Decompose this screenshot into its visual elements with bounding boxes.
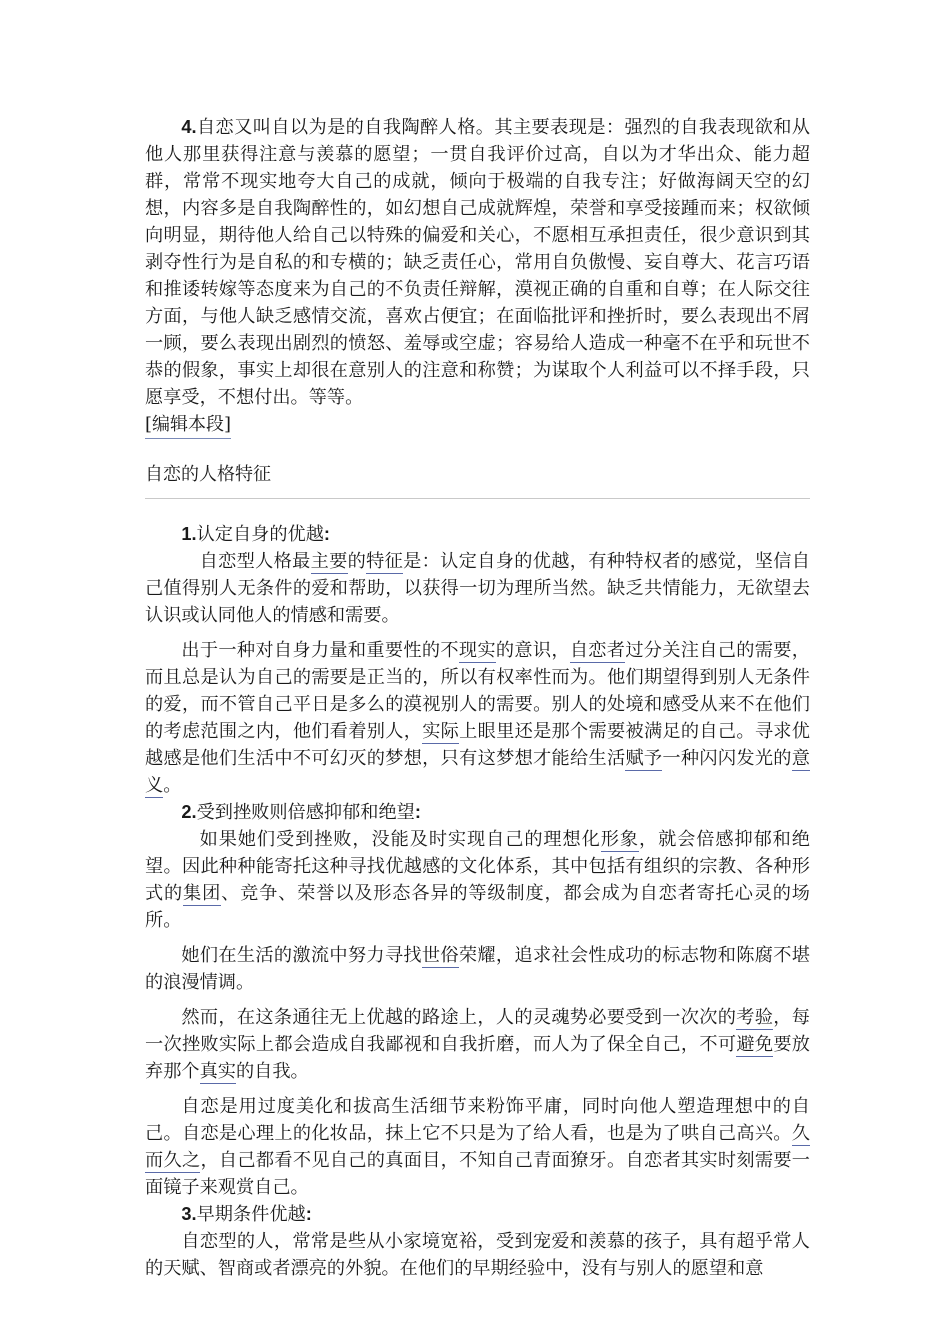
paragraph: [145, 548, 810, 629]
text-run: 的: [347, 551, 367, 572]
text-run: 如果她们受到挫败，没能及时实现自己的理想化: [199, 829, 601, 850]
subheading-colon: :: [323, 524, 330, 544]
document-page: [145, 114, 810, 1282]
text-run: 然而，在这条通往无上优越的路途上，人的灵魂势必要受到一次次的: [181, 1007, 737, 1028]
keyword-link[interactable]: 实际: [422, 721, 460, 742]
text-run: 出于一种对自身力量和重要性的不: [181, 640, 459, 661]
keyword-link[interactable]: 现实: [458, 640, 496, 661]
paragraph: [145, 942, 810, 996]
paragraph-narcissism-definition: [145, 114, 810, 411]
section-title: 自恋的人格特征: [145, 461, 810, 499]
text-run: 是：认定自身的优越，有种特权者的感觉，坚信自己值得别人无条件的爱和帮助，以获得一切为理所当然。缺乏共情能力，无欲望去认识或认同他人的情感和需要。: [145, 551, 810, 626]
keyword-link[interactable]: 意义: [145, 748, 810, 796]
keyword-link[interactable]: 集团: [183, 883, 222, 904]
subheading-number: 2.: [181, 802, 197, 822]
subheading-number: 1.: [181, 524, 197, 544]
text-run: 、竞争、荣誉以及形态各异的等级制度，都会成为自恋者寄托心灵的场所。: [145, 883, 810, 931]
paragraph: [145, 826, 810, 934]
subheading-colon: :: [305, 1204, 312, 1224]
keyword-link[interactable]: 世俗: [421, 945, 459, 966]
text-run: 的意识，: [495, 640, 570, 661]
text-run: 一种闪闪发光的: [662, 748, 792, 769]
paragraph: [145, 1093, 810, 1201]
text-run: 要放弃那个: [145, 1034, 810, 1082]
text-run: 上眼里还是那个需要被满足的自己。寻求优越感是他们生活中不可幻灭的梦想，只有这梦想才能给生活: [145, 721, 810, 769]
section-body: [145, 521, 810, 1282]
text-run: 的自我。: [235, 1061, 309, 1082]
paragraph: 自恋型的人，常常是些从小家境宽裕，受到宠爱和羡慕的孩子，具有超乎常人的天赋、智商或者漂亮的外貌。在他们的早期经验中，没有与别人的愿望和意: [145, 1231, 810, 1279]
text-run: 自恋是用过度美化和拔高生活细节来粉饰平庸，同时向他人塑造理想中的自己。自恋是心理上的化妆品，抹上它不只是为了给人看，也是为了哄自己高兴。: [145, 1096, 810, 1144]
subheading-text: 受到挫败则倍感抑郁和绝望: [196, 802, 415, 823]
text-run: ，就会倍感抑郁和绝望。因此种种能寄托这种寻找优越感的文化体系，其中包括有组织的宗教、各种形式的: [145, 829, 810, 904]
subheading-3: [145, 1201, 810, 1228]
keyword-link[interactable]: 避免: [736, 1034, 774, 1055]
keyword-link[interactable]: 形象: [600, 829, 639, 850]
keyword-link[interactable]: 特征: [366, 551, 404, 572]
paragraph-text: 自恋又叫自以为是的自我陶醉人格。其主要表现是：强烈的自我表现欲和从他人那里获得注意与羡慕的愿望；一贯自我评价过高，自以为才华出众、能力超群，常常不现实地夸大自己的成就，倾向于极端的自我专注；好做海阔天空的幻想，内容多是自我陶醉性的，如幻想自己成就辉煌，荣誉和享受接踵而来；权欲倾向明显，期待他人给自己以特殊的偏爱和关心，不愿相互承担责任，很少意识到其剥夺性行为是自私的和专横的；缺乏责任心，常用自负傲慢、妄自尊大、花言巧语和推诿转嫁等态度来为自己的不负责任辩解，漠视正确的自重和自尊；在人际交往方面，与他人缺乏感情交流，喜欢占便宜；在面临批评和挫折时，要么表现出不屑一顾，要么表现出剧烈的愤怒、羞辱或空虚；容易给人造成一种毫不在乎和玩世不恭的假象，事实上却很在意别人的注意和称赞；为谋取个人利益可以不择手段，只愿享受，不想付出。等等。: [145, 117, 810, 408]
keyword-link[interactable]: 久而久之: [145, 1123, 810, 1171]
text-run: 过分关注自己的需要，而且总是认为自己的需要是正当的，所以有权率性而为。他们期望得到别人无条件的爱，而不管自己平日是多么的漠视别人的需要。别人的处境和感受从来不在他们的考虑范围之内，他们看着别人，: [145, 640, 810, 742]
subheading-colon: :: [414, 802, 421, 822]
subheading-text: 早期条件优越: [196, 1204, 306, 1225]
keyword-link[interactable]: 真实: [199, 1061, 236, 1082]
text-run: 。: [163, 775, 182, 796]
subheading-number: 3.: [181, 1204, 197, 1224]
subheading-2: [145, 799, 810, 826]
item-number: 4.: [181, 117, 197, 137]
paragraph: [145, 637, 810, 799]
keyword-link[interactable]: 赋予: [625, 748, 663, 769]
text-run: ，每一次挫败实际上都会造成自我鄙视和自我折磨，而人为了保全自己，不可: [145, 1007, 810, 1055]
paragraph: [145, 1004, 810, 1085]
subheading-text: 认定自身的优越: [196, 524, 324, 545]
keyword-link[interactable]: 考验: [736, 1007, 774, 1028]
text-run: 自恋型人格最: [199, 551, 311, 572]
keyword-link[interactable]: 主要: [310, 551, 348, 572]
text-run: ，自己都看不见自己的真面目，不知自己青面獠牙。自恋者其实时刻需要一面镜子来观赏自己。: [145, 1150, 810, 1198]
edit-section-link[interactable]: [编辑本段]: [145, 411, 231, 439]
subheading-1: [145, 521, 810, 548]
text-run: 荣耀，追求社会性成功的标志物和陈腐不堪的浪漫情调。: [145, 945, 810, 993]
keyword-link[interactable]: 自恋者: [569, 640, 626, 661]
text-run: 她们在生活的激流中努力寻找: [181, 945, 422, 966]
